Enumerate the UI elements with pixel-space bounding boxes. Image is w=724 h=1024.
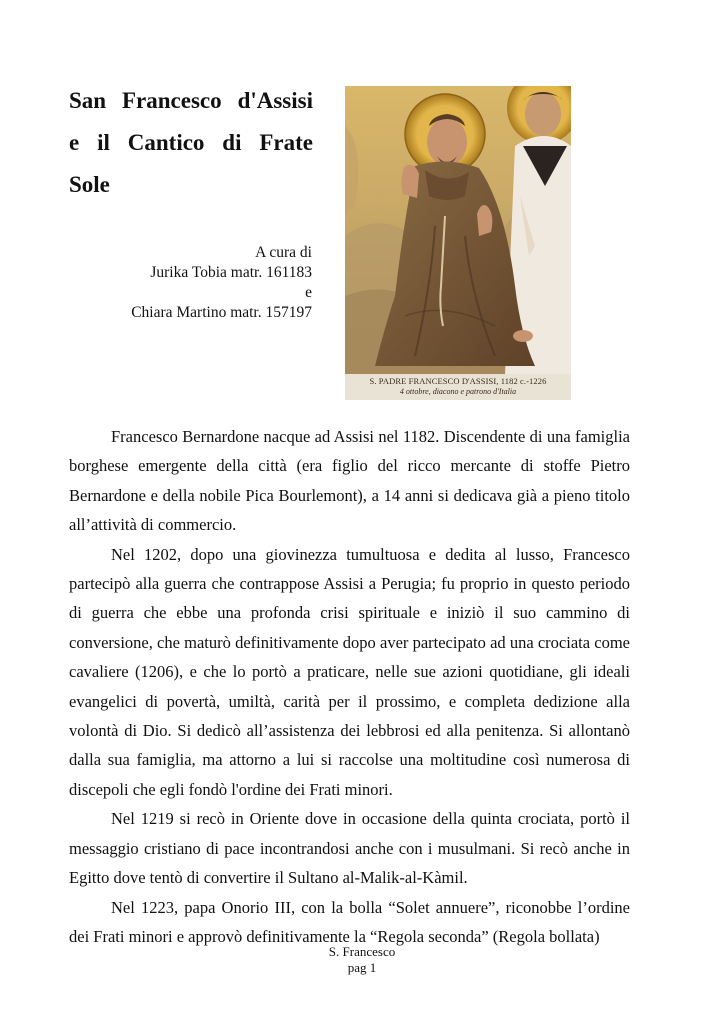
credits-block bbox=[69, 243, 312, 323]
page-number: pag 1 bbox=[347, 960, 377, 975]
footer-title: S. Francesco bbox=[328, 944, 396, 959]
body-text bbox=[69, 422, 630, 951]
caption-subtitle: 4 ottobre, diacono e patrono d'Italia bbox=[399, 387, 517, 396]
paragraph-2: Nel 1202, dopo una giovinezza tumultuosa e dedita al lusso, Francesco partecipò alla guerra che contrappose Assisi a Perugia; fu proprio in questo periodo di guerra che ebbe una profonda crisi spirituale e iniziò il suo cammino di conversione, che maturò definitivamente dopo aver partecipato ad una crociata come cavaliere (1206), e che lo portò a praticare, nelle sue azioni quotidiane, gli ideali evangelici di povertà, umiltà, carità per il prossimo, e completa dedizione alla volontà di Dio. Si dedicò all’assistenza dei lebbrosi ed alla penitenza. Si allontanò dalla sua famiglia, ma attorno a lui si raccolse una moltitudine così numerosa di discepoli che egli fondò l'ordine dei Frati minori. bbox=[69, 544, 630, 799]
document-title: San Francesco d'Assisi e il Cantico di Frate Sole bbox=[69, 88, 313, 197]
paragraph-4: Nel 1223, papa Onorio III, con la bolla “Solet annuere”, riconobbe l’ordine dei Frati minori e approvò definitivamente la “Regola seconda” (Regola bollata) bbox=[69, 897, 630, 946]
credits-author-1: Jurika Tobia matr. 161183 bbox=[150, 264, 312, 281]
credits-author-2: Chiara Martino matr. 157197 bbox=[131, 304, 312, 321]
credits-conjunction: e bbox=[305, 284, 312, 301]
saint-francis-painting bbox=[345, 86, 571, 400]
credits-intro: A cura di bbox=[255, 244, 312, 261]
painting-illustration bbox=[345, 86, 571, 374]
paragraph-1: Francesco Bernardone nacque ad Assisi nel 1182. Discendente di una famiglia borghese emergente della città (era figlio del ricco mercante di stoffe Pietro Bernardone e della nobile Pica Bourlemont), a 14 anni si dedicava già a pieno titolo all’attività di commercio. bbox=[69, 427, 630, 535]
paragraph-3: Nel 1219 si recò in Oriente dove in occasione della quinta crociata, portò il messaggio cristiano di pace incontrandosi anche con i musulmani. Si recò anche in Egitto dove tentò di convertire il Sultano al-Malik-al-Kàmil. bbox=[69, 809, 630, 888]
painting-caption bbox=[345, 374, 571, 400]
caption-title: S. PADRE FRANCESCO D'ASSISI, 1182 c.-1226 bbox=[369, 376, 547, 386]
page-footer bbox=[0, 944, 724, 976]
